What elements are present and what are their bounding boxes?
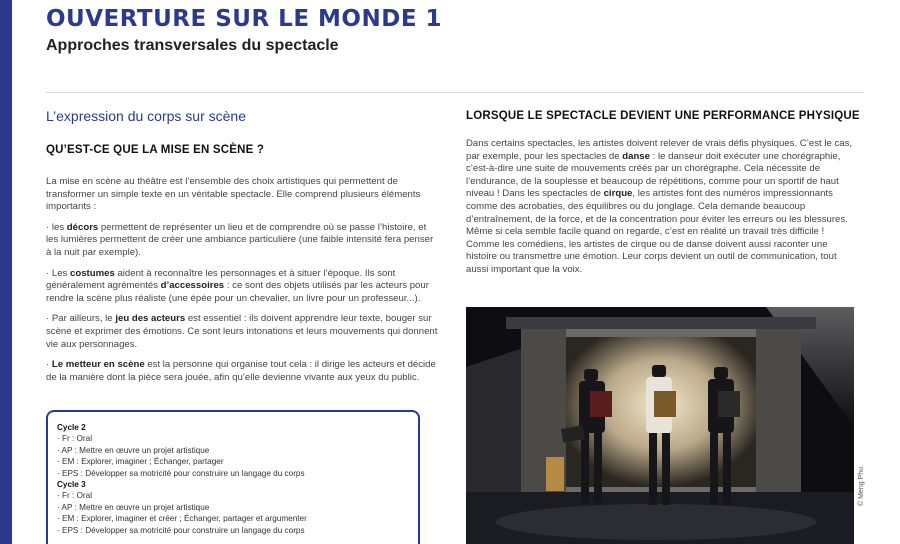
cycle3-item: · EPS : Développer sa motricité pour construire un langage du corps <box>57 525 305 535</box>
right-column <box>466 110 858 277</box>
right-paragraph: Dans certains spectacles, les artistes doivent relever de vrais défis physiques. C’est le cas, par exemple, pour les spectacles de danse : le danseur doit exécuter une chorégraphie, c’est-à-dire une suite de mouvements créés par un chorégraphe. Cela nécessite de l’endurance, de la souplesse et beaucoup de répétitions, comme pour un sportif de haut niveau ! Dans les spectacles de cirque, les artistes font des numéros impressionnants comme des acrobaties, des équilibres ou du jonglage. Cela demande beaucoup d’entraînement, de la force, et de la concentration pour éviter les erreurs ou les blessures. Même si cela semble facile quand on regarde, c’est en réalité un travail très difficile ! Comme les comédiens, les artistes de cirque ou de danse doivent aussi raconter une histoire ou transmettre une émotion. Leur corps devient un outil de communication, tout aussi important que la voix. <box>466 138 853 275</box>
cycle2-item: · EPS : Développer sa motricité pour construire un langage du corps <box>57 468 305 478</box>
cycle2-item: · EM : Explorer, imaginer ; Échanger, partager <box>57 457 224 467</box>
page-subtitle: Approches transversales du spectacle <box>46 37 339 54</box>
cycle2-title: Cycle 2 <box>57 423 86 432</box>
section-heading: L’expression du corps sur scène <box>46 108 246 124</box>
bullet-costumes: · Les costumes aident à reconnaître les personnages et à situer l’époque. Ils sont généralement agrémentés d’accessoires : ce sont des objets utilisés par les acteurs pour rendre la scène plus réaliste (une épée pour un chevalier, un livre pour un professeur...). <box>46 267 429 304</box>
cycle2-item: · Fr : Oral <box>57 434 93 444</box>
bullet-jeu-acteurs: · Par ailleurs, le jeu des acteurs est essentiel : ils doivent apprendre leur texte, bouger sur scène et exprimer des émotions. Ce sont leurs intonations et leurs mouvements qui donnent vie aux personnages. <box>46 313 438 350</box>
question-heading: QU’EST-CE QUE LA MISE EN SCÈNE ? <box>46 144 265 156</box>
cycle3-item: · Fr : Oral <box>57 491 93 501</box>
page-title: OUVERTURE SUR LE MONDE 1 <box>46 6 443 32</box>
header-divider <box>46 92 864 93</box>
photo-credit: © Meng Phu <box>858 466 865 506</box>
left-column <box>46 108 438 384</box>
cycle3-item: · AP : Mettre en œuvre un projet artistique <box>57 502 210 512</box>
curriculum-box <box>46 410 420 544</box>
bullet-decors: · les décors permettent de représenter un lieu et de comprendre où se passe l’histoire, et les lumières permettent de créer une ambiance particulière (une faible intensité fera penser à la nuit par exemple). <box>46 221 434 258</box>
bullet-metteur-en-scene: · Le metteur en scène est la personne qui organise tout cela : il dirige les acteurs et décide de la manière dont la pièce sera jouée, afin qu’elle devienne vivante aux yeux du public. <box>46 359 436 383</box>
intro-paragraph: La mise en scène au théâtre est l’ensemble des choix artistiques qui permettent de transformer un simple texte en un véritable spectacle. Elle comprend plusieurs éléments importants : <box>46 176 421 213</box>
cycle3-item: · EM : Explorer, imaginer et créer ; Échanger, partager et argumenter <box>57 514 307 524</box>
cycle3-title: Cycle 3 <box>57 480 86 490</box>
left-accent-bar <box>0 0 12 544</box>
right-heading: LORSQUE LE SPECTACLE DEVIENT UNE PERFORMANCE PHYSIQUE <box>466 110 860 122</box>
stage-photo-illustration <box>466 307 854 544</box>
cycle2-item: · AP : Mettre en œuvre un projet artistique <box>57 445 210 455</box>
stage-photo <box>466 307 854 544</box>
